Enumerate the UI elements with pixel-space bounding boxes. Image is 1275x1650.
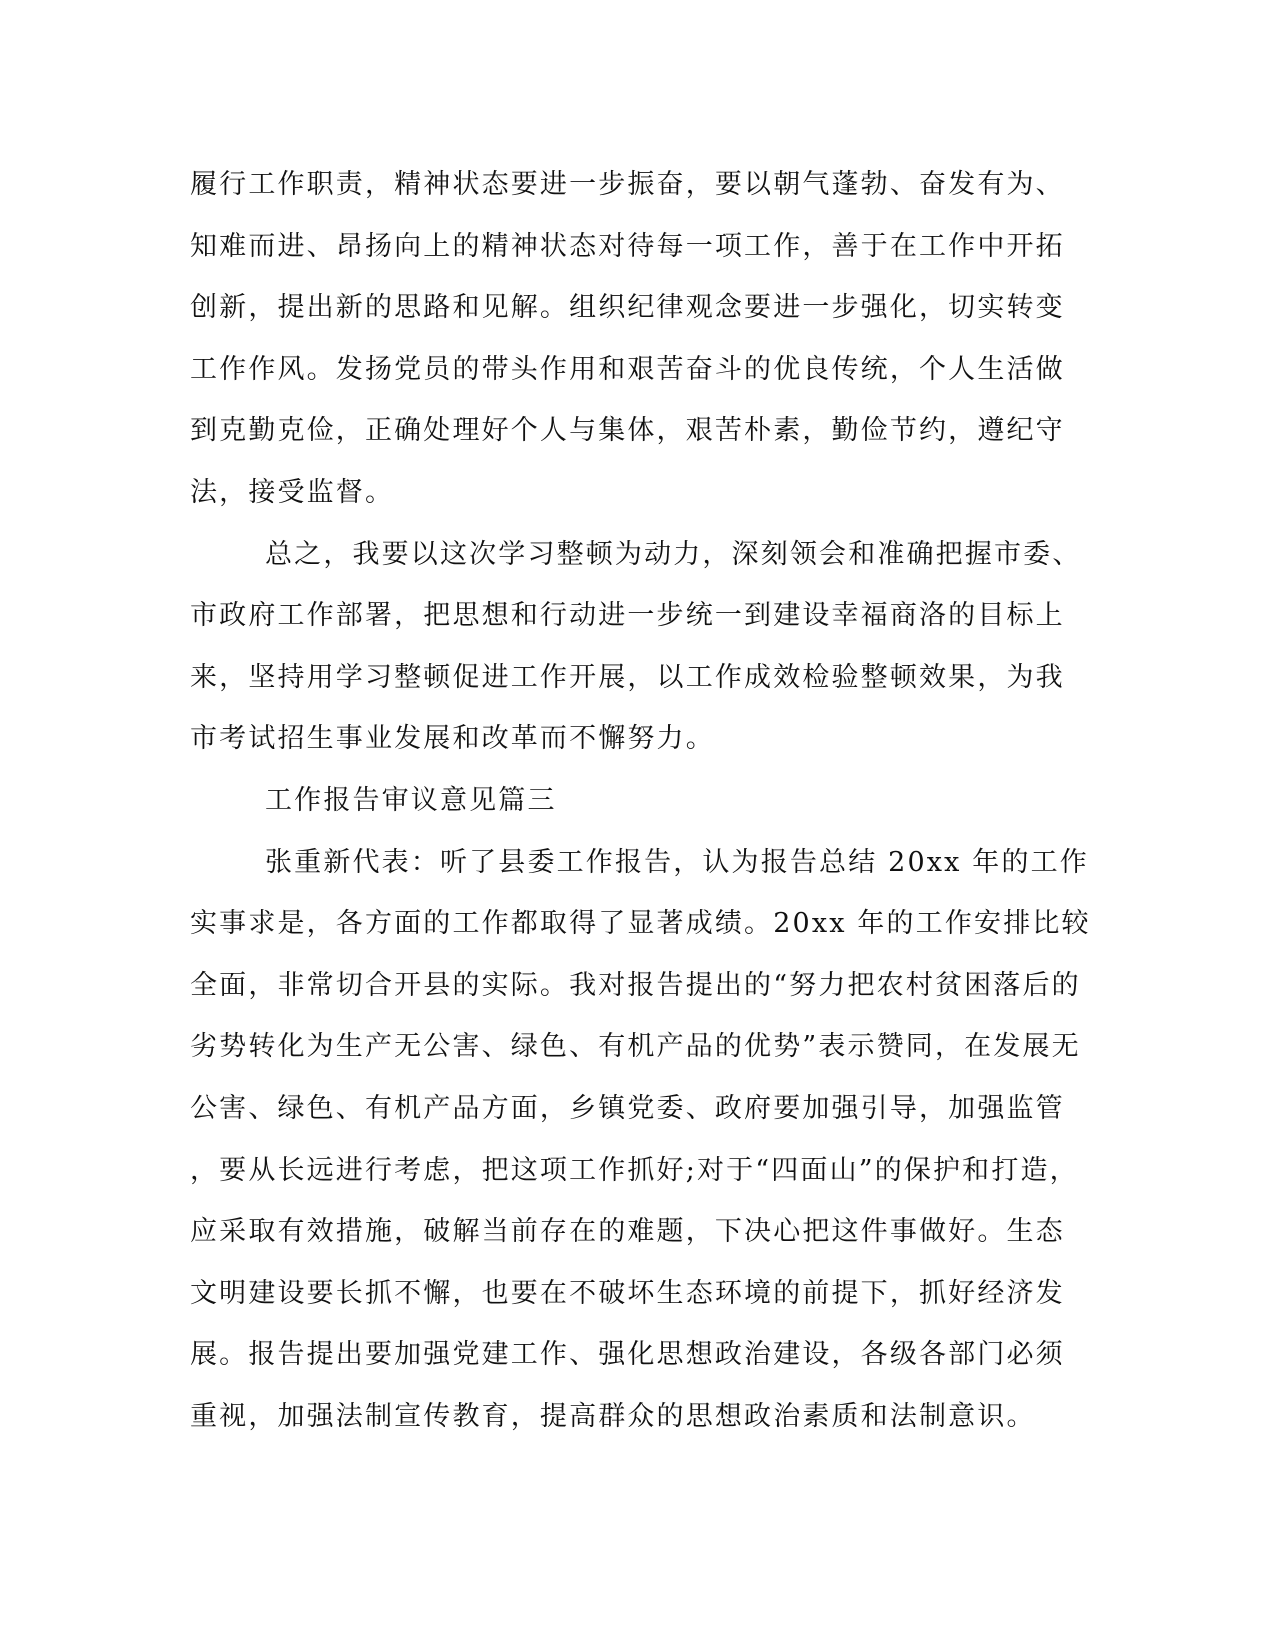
paragraph-line: 履行工作职责，精神状态要进一步振奋，要以朝气蓬勃、奋发有为、 (190, 169, 1065, 200)
paragraph-line: 实事求是，各方面的工作都取得了显著成绩。20xx 年的工作安排比较 (190, 908, 1091, 940)
paragraph-line: 重视，加强法制宣传教育，提高群众的思想政治素质和法制意识。 (190, 1400, 1036, 1432)
paragraph-line: 法，接受监督。 (190, 476, 395, 508)
paragraph-line: 来，坚持用学习整顿促进工作开展，以工作成效检验整顿效果，为我 (190, 661, 1065, 693)
paragraph-line: 市政府工作部署，把思想和行动进一步统一到建设幸福商洛的目标上 (190, 600, 1065, 632)
paragraph-line: 市考试招生事业发展和改革而不懈努力。 (190, 723, 715, 755)
paragraph-line: 到克勤克俭，正确处理好个人与集体，艰苦朴素，勤俭节约，遵纪守 (190, 415, 1065, 447)
paragraph-line: 应采取有效措施，破解当前存在的难题，下决心把这件事做好。生态 (190, 1216, 1065, 1248)
paragraph-line: 文明建设要长抓不懈，也要在不破坏生态环境的前提下，抓好经济发 (190, 1277, 1065, 1309)
paragraph-line: 创新，提出新的思路和见解。组织纪律观念要进一步强化，切实转变 (190, 292, 1065, 324)
paragraph-line: 工作作风。发扬党员的带头作用和艰苦奋斗的优良传统，个人生活做 (190, 353, 1065, 385)
paragraph-line: ，要从长远进行考虑，把这项工作抓好;对于“四面山”的保护和打造， (190, 1154, 1079, 1186)
section-heading: 工作报告审议意见篇三 (265, 784, 557, 816)
paragraph-line: 知难而进、昂扬向上的精神状态对待每一项工作，善于在工作中开拓 (190, 230, 1065, 262)
paragraph-line: 展。报告提出要加强党建工作、强化思想政治建设，各级各部门必须 (190, 1339, 1065, 1371)
paragraph-line: 张重新代表：听了县委工作报告，认为报告总结 20xx 年的工作 (265, 846, 1089, 878)
paragraph-line: 全面，非常切合开县的实际。我对报告提出的“努力把农村贫困落后的 (190, 969, 1081, 1001)
paragraph-line: 公害、绿色、有机产品方面，乡镇党委、政府要加强引导，加强监管 (190, 1092, 1065, 1124)
document-body (190, 154, 1091, 1447)
paragraph-line: 劣势转化为生产无公害、绿色、有机产品的优势”表示赞同，在发展无 (190, 1031, 1081, 1063)
paragraph-line: 总之，我要以这次学习整顿为动力，深刻领会和准确把握市委、 (265, 538, 1082, 570)
